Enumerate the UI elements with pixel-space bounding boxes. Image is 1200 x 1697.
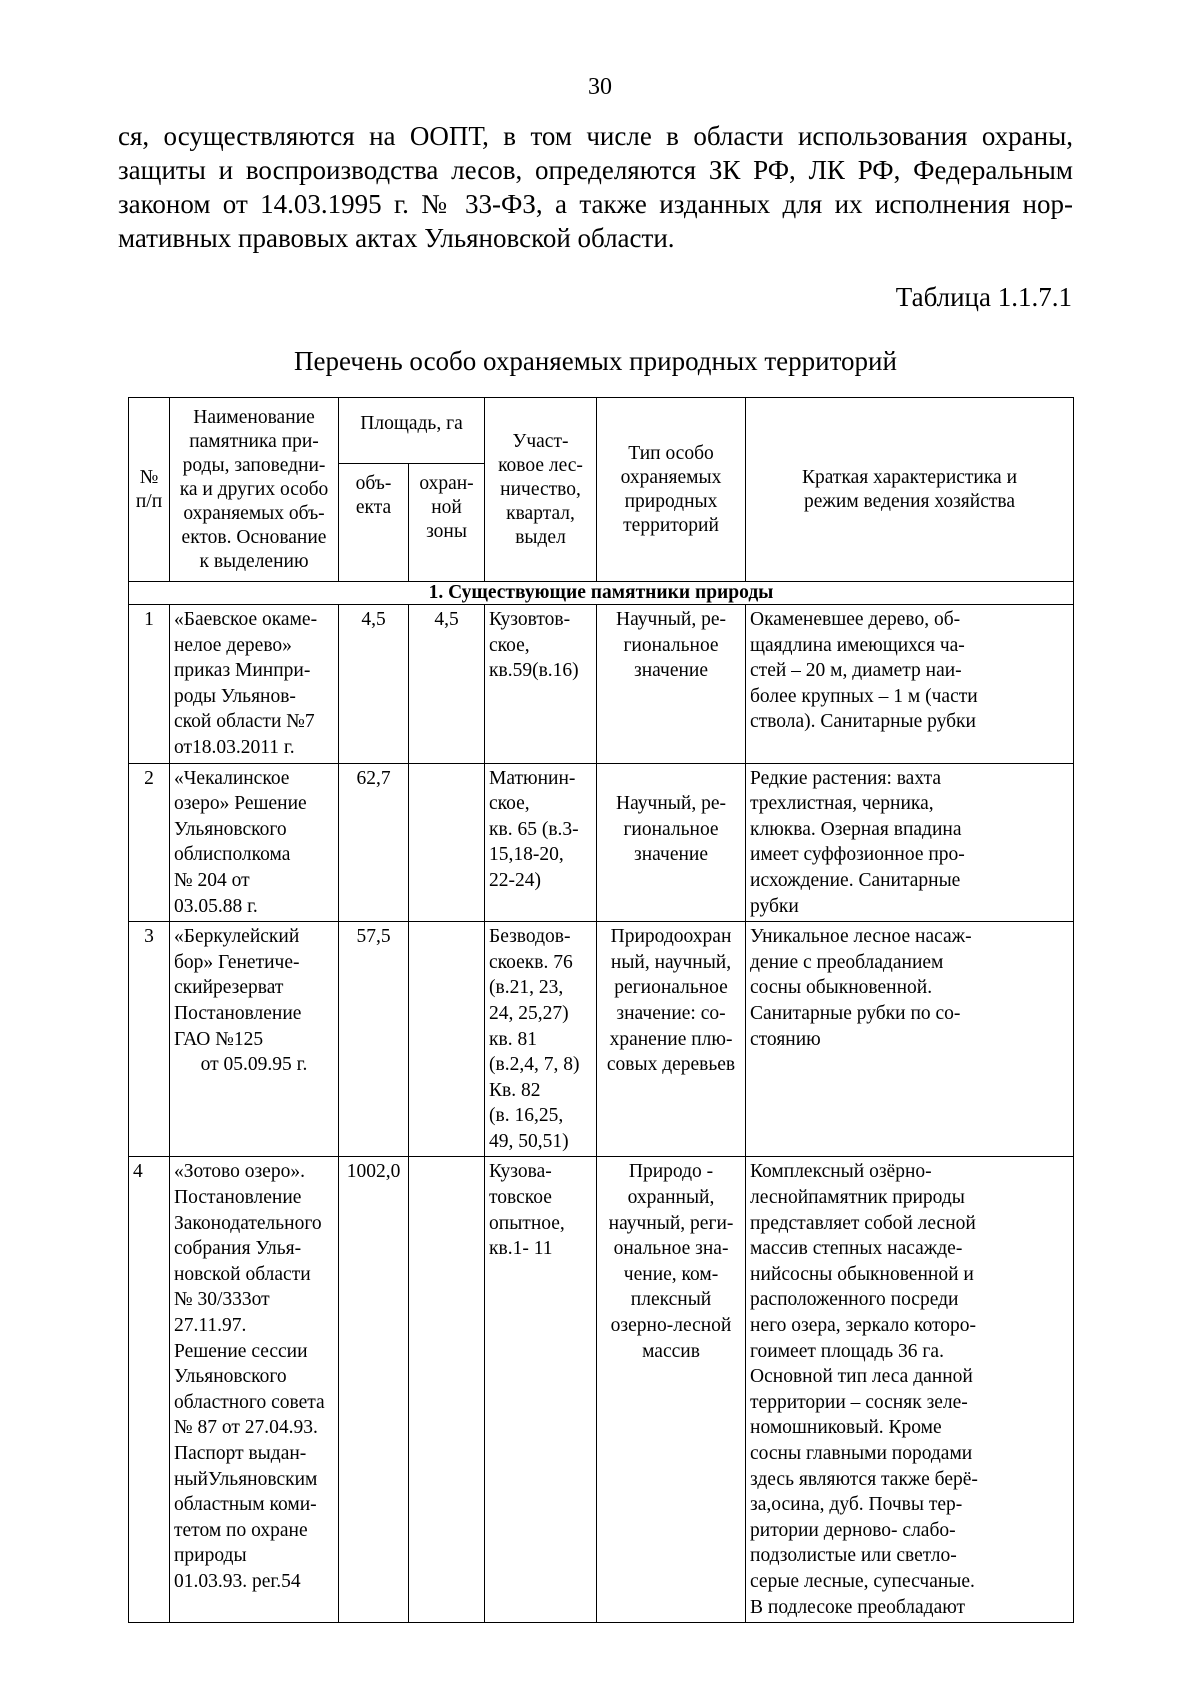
- cell-name: «Баевское окаме- нелое дерево» приказ Минпри- роды Ульянов- ской области №7 от18.03.2011 г.: [170, 605, 339, 764]
- cell-type: Природоохран ный, научный, региональное значение: со- хранение плю- совых деревьев: [597, 922, 746, 1157]
- page-number: 30: [588, 74, 612, 100]
- cell-name: «Беркулейский бор» Генетиче- скийрезерват Постановление ГАО №125 от 05.09.95 г.: [170, 922, 339, 1157]
- cell-description: Редкие растения: вахта трехлистная, черника, клюква. Озерная впадина имеет суффозионное про- исхождение. Санитарные рубки: [746, 763, 1074, 922]
- cell-description: Окаменевшее дерево, об- щаядлина имеющихся ча- стей – 20 м, диаметр наи- более крупных – 1 м (части ствола). Санитарные рубки: [746, 605, 1074, 764]
- cell-area-zone: [409, 1157, 485, 1623]
- cell-forestry: Безводов- скоекв. 76 (в.21, 23, 24, 25,27) кв. 81 (в.2,4, 7, 8) Кв. 82 (в. 16,25, 49, 50,51): [485, 922, 597, 1157]
- cell-area-object: 4,5: [339, 605, 409, 764]
- cell-forestry: Матюнин- ское, кв. 65 (в.3- 15,18-20, 22-24): [485, 763, 597, 922]
- cell-description: Уникальное лесное насаж- дение с преобладанием сосны обыкновенной. Санитарные рубки по со- стоянию: [746, 922, 1074, 1157]
- cell-forestry: Кузовтов- ское, кв.59(в.16): [485, 605, 597, 764]
- cell-num: 2: [129, 763, 170, 922]
- header-area-zone: охран- ной зоны: [409, 464, 485, 582]
- intro-line: мативных правовых актах Ульяновской области.: [118, 223, 675, 253]
- table-row: [129, 605, 1074, 764]
- header-area: Площадь, га: [339, 398, 485, 464]
- cell-name: «Зотово озеро». Постановление Законодательного собрания Улья- новской области № 30/333от 27.11.97. Решение сессии Ульяновского областного совета № 87 от 27.04.93. Паспорт выдан- ныйУльяновским областным коми- тетом по охране природы 01.03.93. рег.54: [170, 1157, 339, 1623]
- cell-area-object: 57,5: [339, 922, 409, 1157]
- table-row: [129, 763, 1074, 922]
- cell-area-object: 1002,0: [339, 1157, 409, 1623]
- table-number: Таблица 1.1.7.1: [895, 282, 1072, 312]
- intro-line: ся, осуществляются на ООПТ, в том числе в области использования охраны,: [118, 121, 1073, 151]
- intro-paragraph: [118, 119, 1073, 255]
- header-type: Тип особо охраняемых природных территорий: [597, 398, 746, 582]
- cell-forestry: Кузова- товское опытное, кв.1- 11: [485, 1157, 597, 1623]
- cell-area-zone: 4,5: [409, 605, 485, 764]
- cell-description: Комплексный озёрно- леснойпамятник природы представляет собой лесной массив степных насажде- нийсосны обыкновенной и расположенного посреди него озера, зеркало которо- гоимеет площадь 36 га. Основной тип леса данной территории – сосняк зеле- номошниковый. Кроме сосны главными породами здесь являются также берё- за,осина, дуб. Почвы тер- ритории дерново- слабо- подзолистые или светло- серые лесные, супесчаные. В подлесоке преобладают: [746, 1157, 1074, 1623]
- cell-area-zone: [409, 922, 485, 1157]
- cell-area-object: 62,7: [339, 763, 409, 922]
- table-caption: Перечень особо охраняемых природных территорий: [294, 346, 897, 376]
- header-name: Наименование памятника при- роды, заповедни- ка и других особо охраняемых объ- ектов. Основание к выделению: [170, 398, 339, 582]
- cell-num: 4: [129, 1157, 170, 1623]
- cell-type: Научный, ре- гиональное значение: [597, 763, 746, 922]
- protected-areas-table: [128, 397, 1074, 1623]
- section-title: 1. Существующие памятники природы: [129, 582, 1074, 605]
- cell-area-zone: [409, 763, 485, 922]
- header-description: Краткая характеристика и режим ведения хозяйства: [746, 398, 1074, 582]
- intro-line: защиты и воспроизводства лесов, определяются ЗК РФ, ЛК РФ, Федеральным: [118, 155, 1073, 185]
- cell-type: Научный, ре- гиональное значение: [597, 605, 746, 764]
- cell-type: Природо - охранный, научный, реги- ональное зна- чение, ком- плексный озерно-лесной массив: [597, 1157, 746, 1623]
- cell-num: 3: [129, 922, 170, 1157]
- header-area-object: объ- екта: [339, 464, 409, 582]
- cell-name: «Чекалинское озеро» Решение Ульяновского облисполкома № 204 от 03.05.88 г.: [170, 763, 339, 922]
- cell-num: 1: [129, 605, 170, 764]
- table-row: [129, 922, 1074, 1157]
- intro-line: законом от 14.03.1995 г. № 33-ФЗ, а также изданных для их исполнения нор-: [118, 189, 1073, 219]
- table-row: [129, 1157, 1074, 1623]
- header-forestry: Участ- ковое лес- ничество, квартал, выдел: [485, 398, 597, 582]
- header-num: № п/п: [129, 398, 170, 582]
- section-row: [129, 582, 1074, 605]
